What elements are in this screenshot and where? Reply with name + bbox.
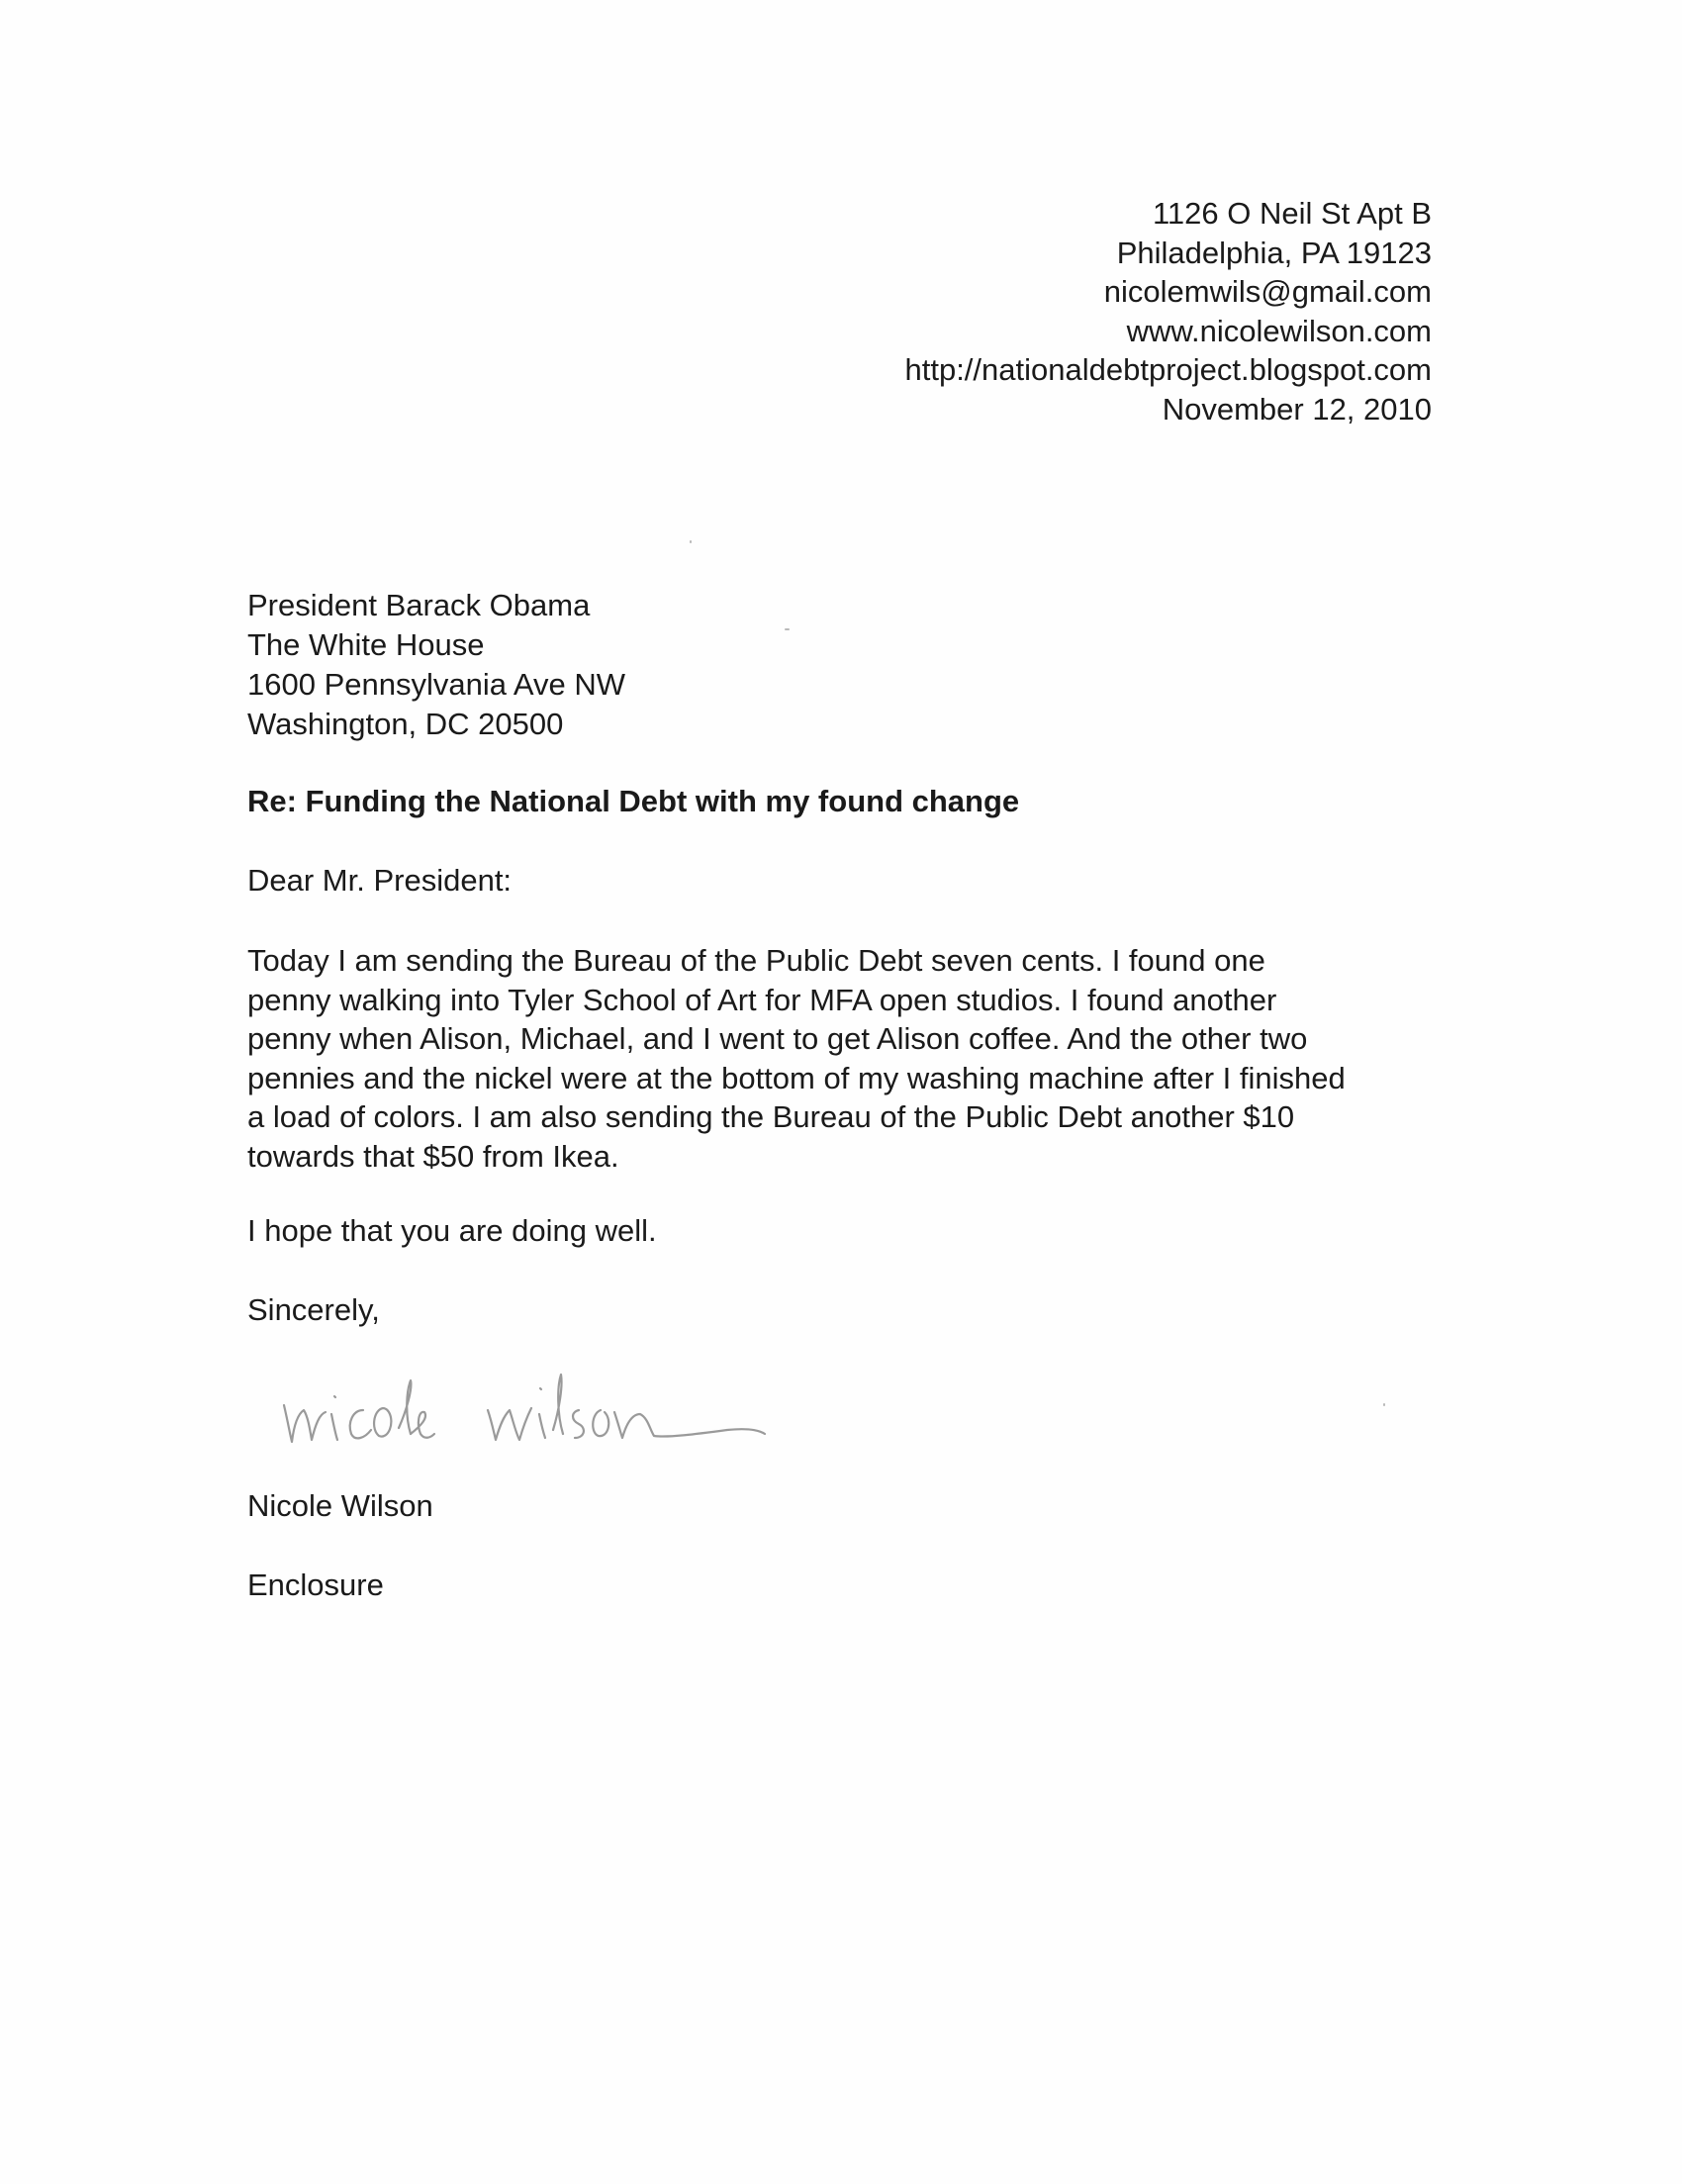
sender-website: www.nicolewilson.com bbox=[1126, 313, 1432, 348]
body-line: a load of colors. I am also sending the Bureau of the Public Debt another $10 bbox=[247, 1099, 1295, 1134]
scan-speck bbox=[785, 628, 790, 630]
recipient-address-block bbox=[247, 586, 625, 744]
closing-wish: I hope that you are doing well. bbox=[247, 1213, 657, 1248]
enclosure-note: Enclosure bbox=[247, 1567, 384, 1602]
handwritten-signature bbox=[272, 1331, 777, 1460]
body-paragraph bbox=[247, 941, 1346, 1176]
sender-city-line: Philadelphia, PA 19123 bbox=[1116, 235, 1432, 270]
body-line: Today I am sending the Bureau of the Public Debt seven cents. I found one bbox=[247, 943, 1265, 978]
body-line: penny walking into Tyler School of Art for MFA open studios. I found another bbox=[247, 982, 1277, 1017]
sender-blog: http://nationaldebtproject.blogspot.com bbox=[904, 352, 1432, 387]
subject-line: Re: Funding the National Debt with my found change bbox=[247, 784, 1020, 818]
sender-email: nicolemwils@gmail.com bbox=[1103, 274, 1432, 309]
scan-speck bbox=[1383, 1403, 1385, 1406]
body-line: penny when Alison, Michael, and I went to get Alison coffee. And the other two bbox=[247, 1021, 1308, 1056]
recipient-street: 1600 Pennsylvania Ave NW bbox=[247, 667, 625, 702]
closing: Sincerely, bbox=[247, 1292, 380, 1327]
body-line: towards that $50 from Ikea. bbox=[247, 1138, 619, 1174]
signer-name: Nicole Wilson bbox=[247, 1488, 433, 1523]
recipient-city-line: Washington, DC 20500 bbox=[247, 707, 564, 741]
letter-date: November 12, 2010 bbox=[1162, 391, 1432, 427]
sender-street: 1126 O Neil St Apt B bbox=[1152, 196, 1432, 231]
recipient-name: President Barack Obama bbox=[247, 588, 591, 622]
scan-speck bbox=[690, 540, 692, 543]
recipient-organization: The White House bbox=[247, 627, 485, 662]
body-line: pennies and the nickel were at the bottom of my washing machine after I finished bbox=[247, 1060, 1346, 1095]
sender-address-block bbox=[904, 194, 1432, 428]
salutation: Dear Mr. President: bbox=[247, 863, 513, 898]
